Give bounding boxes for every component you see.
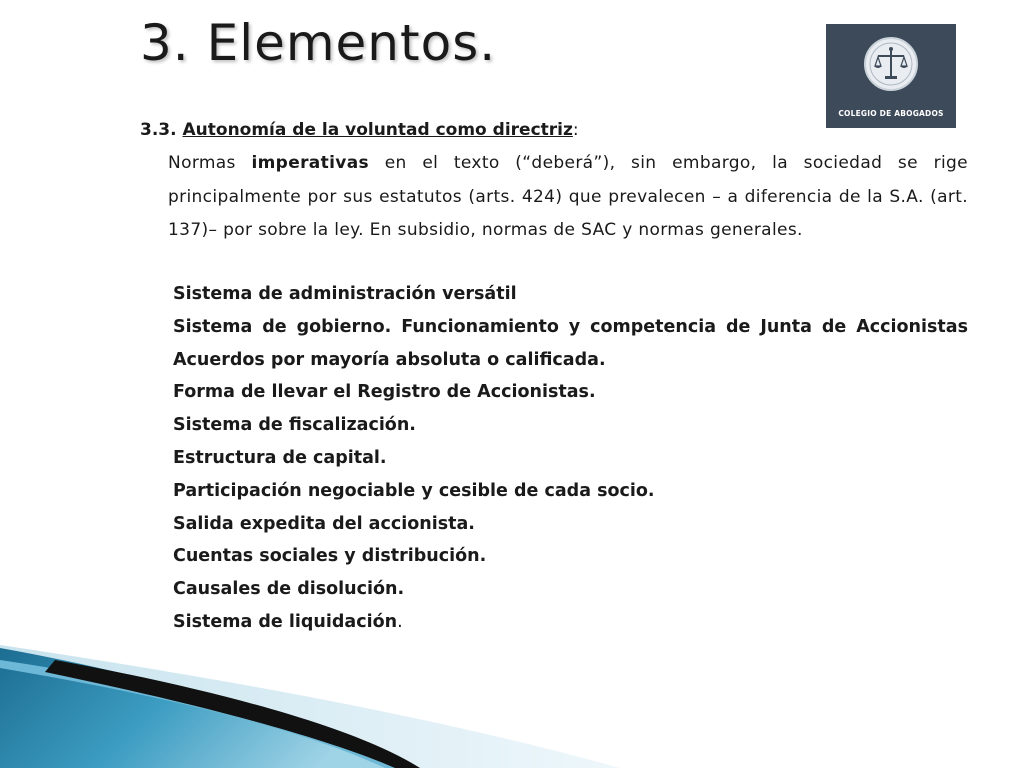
list-item: Sistema de fiscalización. bbox=[173, 415, 416, 436]
list-item: Sistema de gobierno. Funcionamiento y competencia de Junta de Accionistas Acuerdos por mayoría absoluta o calificada. bbox=[173, 316, 968, 370]
section-heading bbox=[140, 120, 579, 140]
paragraph-text-rest: en el texto (“deberá”), sin embargo, la sociedad se rige principalmente por sus estatutos (arts. 424) que prevalecen – a diferencia de la S.A. (art. 137)– por sobre la ley. En subsidio, normas de SAC y normas generales. bbox=[168, 153, 968, 240]
section-number: 3.3. bbox=[140, 120, 177, 140]
elements-list bbox=[173, 278, 968, 639]
list-item: Causales de disolución. bbox=[173, 579, 405, 600]
list-item: Estructura de capital. bbox=[173, 447, 387, 468]
section-heading-text: Autonomía de la voluntad como directriz bbox=[182, 120, 573, 140]
scales-of-justice-icon bbox=[863, 36, 919, 92]
logo-text: COLEGIO DE ABOGADOS bbox=[838, 109, 944, 118]
list-item: Salida expedita del accionista. bbox=[173, 513, 475, 534]
list-item: Sistema de administración versátil bbox=[173, 284, 517, 304]
list-item: Forma de llevar el Registro de Accionistas. bbox=[173, 382, 596, 403]
list-item-last bbox=[173, 606, 968, 639]
colegio-de-abogados-logo bbox=[826, 24, 956, 128]
paragraph-emphasis: imperativas bbox=[251, 153, 370, 173]
last-item-text: Sistema de liquidación bbox=[173, 611, 398, 632]
body-paragraph bbox=[168, 147, 968, 248]
paragraph-text-start: Normas bbox=[168, 153, 252, 173]
list-item: Participación negociable y cesible de cada socio. bbox=[173, 480, 655, 501]
list-item: Cuentas sociales y distribución. bbox=[173, 546, 487, 567]
section-heading-colon: : bbox=[572, 120, 579, 140]
last-item-period: . bbox=[397, 611, 403, 632]
slide-title: 3. Elementos. bbox=[140, 14, 497, 72]
